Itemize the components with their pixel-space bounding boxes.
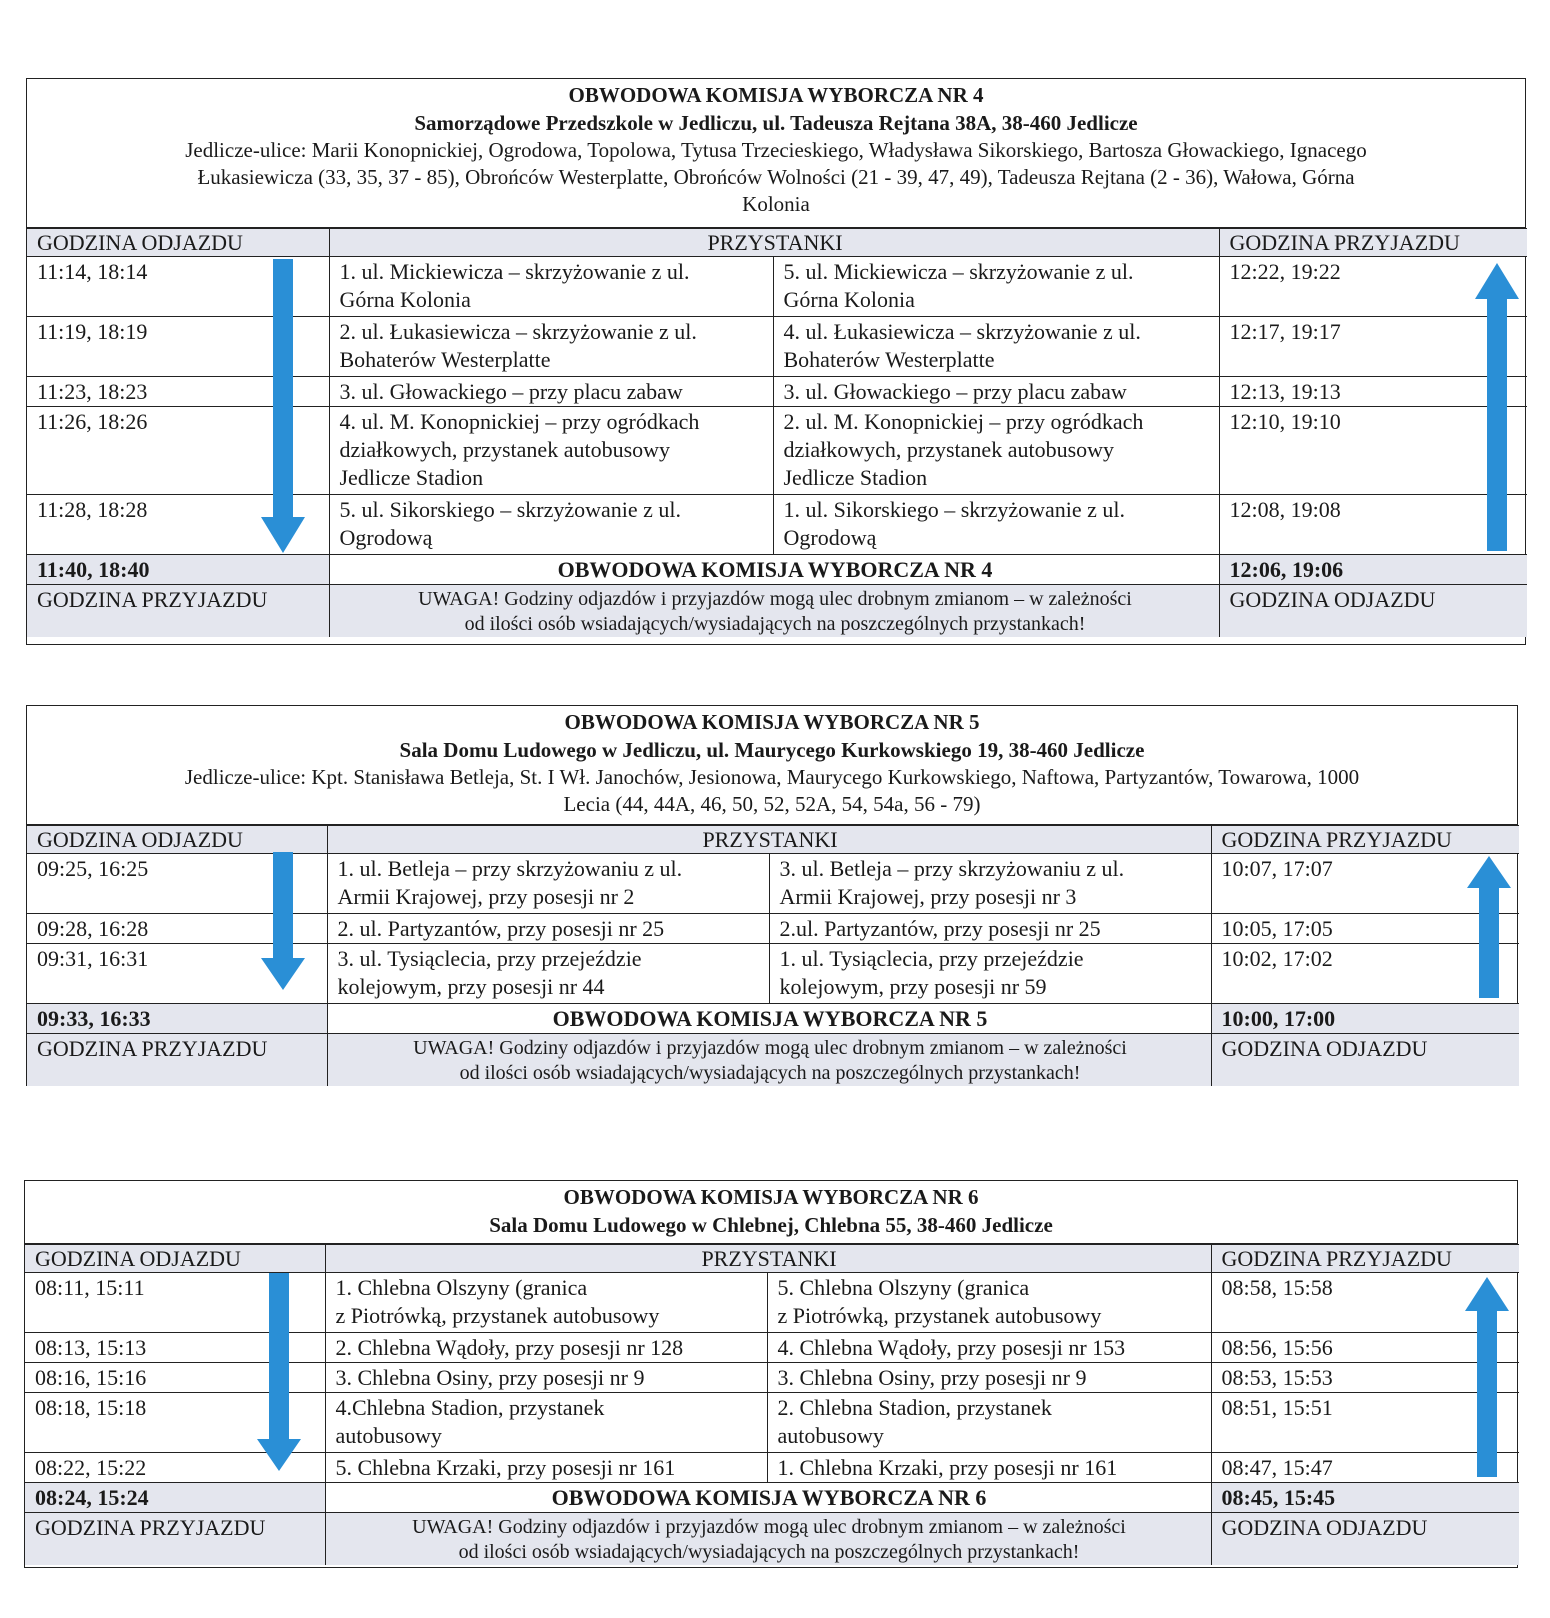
stop-outbound — [327, 944, 769, 1004]
stop-text: 2. ul. M. Konopnickiej – przy ogródkach — [783, 409, 1144, 434]
table-row — [25, 1273, 1519, 1333]
stop-return — [767, 1333, 1211, 1363]
stop-text: 2. ul. Łukasiewicza – skrzyżowanie z ul. — [339, 319, 697, 344]
stop-text: 5. Chlebna Krzaki, przy posesji nr 161 — [335, 1455, 676, 1480]
arrival-time: 10:02, 17:02 — [1211, 944, 1519, 1004]
arrival-time: 12:13, 19:13 — [1219, 377, 1527, 407]
stop-text: kolejowym, przy posesji nr 44 — [337, 974, 605, 999]
commission-location: Sala Domu Ludowego w Jedliczu, ul. Maurycego Kurkowskiego 19, 38-460 Jedlicze — [399, 738, 1145, 762]
table-row — [27, 854, 1519, 914]
stop-return — [773, 377, 1219, 407]
stop-text: Ogrodową — [339, 525, 433, 550]
block-header — [27, 706, 1517, 825]
stop-text: 4. ul. M. Konopnickiej – przy ogródkach — [339, 409, 700, 434]
notice-line: UWAGA! Godziny odjazdów i przyjazdów mogą ulec drobnym zmianom – w zależności — [412, 1516, 1126, 1538]
footer-row — [27, 1034, 1519, 1087]
departure-time: 08:16, 15:16 — [25, 1363, 325, 1393]
stop-text: działkowych, przystanek autobusowy — [783, 437, 1115, 462]
stop-text: 1. ul. Tysiąclecia, przy przejeździe — [779, 946, 1084, 971]
schedule-block-nr6 — [24, 1180, 1518, 1568]
commission-location: Samorządowe Przedszkole w Jedliczu, ul. Tadeusza Rejtana 38A, 38-460 Jedlicze — [414, 111, 1138, 135]
stop-outbound — [325, 1363, 767, 1393]
streets-line: Jedlicze-ulice: Kpt. Stanisława Betleja, St. I Wł. Janochów, Jesionowa, Maurycego Kurkowskiego, Naftowa, Partyzantów, Towarowa, 1000 — [184, 765, 1360, 789]
table-row — [27, 495, 1527, 555]
stop-text: 4. Chlebna Wądoły, przy posesji nr 153 — [777, 1335, 1126, 1360]
final-departure-time: 09:33, 16:33 — [27, 1004, 327, 1034]
departure-time: 09:28, 16:28 — [27, 914, 327, 944]
departure-time: 08:13, 15:13 — [25, 1333, 325, 1363]
arrival-header: GODZINA PRZYJAZDU — [1211, 1245, 1519, 1273]
table-row — [25, 1393, 1519, 1453]
stop-text: 4.Chlebna Stadion, przystanek — [335, 1395, 605, 1420]
header-row — [27, 826, 1519, 854]
stop-text: z Piotrówką, przystanek autobusowy — [777, 1303, 1102, 1328]
arrival-time: 08:53, 15:53 — [1211, 1363, 1519, 1393]
notice — [325, 1513, 1211, 1566]
stop-text: 1. ul. Betleja – przy skrzyżowaniu z ul. — [337, 856, 683, 881]
footer-arrival-label: GODZINA PRZYJAZDU — [25, 1513, 325, 1566]
stop-return — [773, 317, 1219, 377]
arrival-time: 10:07, 17:07 — [1211, 854, 1519, 914]
timetable — [27, 228, 1527, 637]
arrival-time: 08:47, 15:47 — [1211, 1453, 1519, 1483]
schedule-block-nr5 — [26, 705, 1518, 1086]
stop-return — [767, 1363, 1211, 1393]
table-row — [27, 944, 1519, 1004]
notice — [327, 1034, 1211, 1087]
stop-outbound — [329, 317, 773, 377]
stop-text: kolejowym, przy posesji nr 59 — [779, 974, 1047, 999]
timetable — [25, 1244, 1519, 1565]
departure-time: 08:11, 15:11 — [25, 1273, 325, 1333]
stop-text: Jedlicze Stadion — [339, 465, 484, 490]
stop-outbound — [325, 1333, 767, 1363]
final-arrival-time: 08:45, 15:45 — [1211, 1483, 1519, 1513]
arrow-up-icon — [1465, 1277, 1509, 1477]
table-row — [27, 257, 1527, 317]
streets-line: Lecia (44, 44A, 46, 50, 52, 52A, 54, 54a, 56 - 79) — [563, 792, 981, 816]
departure-time: 11:23, 18:23 — [27, 377, 329, 407]
final-stop-row — [27, 555, 1527, 585]
final-arrival-time: 10:00, 17:00 — [1211, 1004, 1519, 1034]
departure-time: 09:31, 16:31 — [27, 944, 327, 1004]
arrival-time: 08:56, 15:56 — [1211, 1333, 1519, 1363]
footer-departure-label: GODZINA ODJAZDU — [1219, 585, 1527, 638]
stop-text: 5. ul. Mickiewicza – skrzyżowanie z ul. — [783, 259, 1134, 284]
streets-line: Łukasiewicza (33, 35, 37 - 85), Obrońców Westerplatte, Obrońców Wolności (21 - 39, 47, 49), Tadeusza Rejtana (2 - 36), Wałowa, Górna — [197, 165, 1355, 189]
stop-text: 3. ul. Głowackiego – przy placu zabaw — [339, 379, 683, 404]
stop-return — [773, 257, 1219, 317]
footer-row — [25, 1513, 1519, 1566]
final-stop-title: OBWODOWA KOMISJA WYBORCZA NR 4 — [329, 555, 1219, 585]
footer-departure-label: GODZINA ODJAZDU — [1211, 1034, 1519, 1087]
stop-outbound — [329, 377, 773, 407]
arrival-time: 12:08, 19:08 — [1219, 495, 1527, 555]
departure-time: 08:18, 15:18 — [25, 1393, 325, 1453]
stop-text: 1. Chlebna Krzaki, przy posesji nr 161 — [777, 1455, 1118, 1480]
final-stop-title: OBWODOWA KOMISJA WYBORCZA NR 5 — [327, 1004, 1211, 1034]
notice-line: od ilości osób wsiadających/wysiadających na poszczególnych przystankach! — [464, 613, 1086, 635]
departure-time: 11:28, 18:28 — [27, 495, 329, 555]
stop-text: 2. Chlebna Wądoły, przy posesji nr 128 — [335, 1335, 684, 1360]
stop-text: Armii Krajowej, przy posesji nr 2 — [337, 884, 635, 909]
stop-text: 1. ul. Sikorskiego – skrzyżowanie z ul. — [783, 497, 1126, 522]
schedule-block-nr4 — [26, 78, 1526, 645]
notice-line: UWAGA! Godziny odjazdów i przyjazdów mogą ulec drobnym zmianom – w zależności — [418, 588, 1132, 610]
stop-outbound — [329, 407, 773, 495]
notice-line: UWAGA! Godziny odjazdów i przyjazdów mogą ulec drobnym zmianom – w zależności — [413, 1037, 1127, 1059]
stop-outbound — [329, 257, 773, 317]
stop-text: Górna Kolonia — [339, 287, 471, 312]
stop-text: 5. Chlebna Olszyny (granica — [777, 1275, 1030, 1300]
stop-text: 1. ul. Mickiewicza – skrzyżowanie z ul. — [339, 259, 690, 284]
stop-text: 2. Chlebna Stadion, przystanek — [777, 1395, 1052, 1420]
arrival-time: 12:17, 19:17 — [1219, 317, 1527, 377]
commission-location: Sala Domu Ludowego w Chlebnej, Chlebna 55, 38-460 Jedlicze — [489, 1213, 1053, 1237]
stop-text: z Piotrówką, przystanek autobusowy — [335, 1303, 660, 1328]
arrival-header: GODZINA PRZYJAZDU — [1211, 826, 1519, 854]
arrival-time: 08:58, 15:58 — [1211, 1273, 1519, 1333]
notice — [329, 585, 1219, 638]
block-header — [27, 79, 1525, 228]
table-row — [25, 1363, 1519, 1393]
stop-return — [767, 1453, 1211, 1483]
departure-time: 11:14, 18:14 — [27, 257, 329, 317]
stop-text: 1. Chlebna Olszyny (granica — [335, 1275, 588, 1300]
table-row — [27, 377, 1527, 407]
notice-line: od ilości osób wsiadających/wysiadających na poszczególnych przystankach! — [458, 1541, 1080, 1563]
stops-header: PRZYSTANKI — [327, 826, 1211, 854]
stop-outbound — [327, 914, 769, 944]
stop-outbound — [329, 495, 773, 555]
header-row — [25, 1245, 1519, 1273]
arrival-time: 10:05, 17:05 — [1211, 914, 1519, 944]
arrow-up-icon — [1467, 856, 1511, 998]
stop-text: 2.ul. Partyzantów, przy posesji nr 25 — [779, 916, 1101, 941]
stop-outbound — [325, 1393, 767, 1453]
arrow-down-icon — [261, 852, 305, 992]
final-stop-row — [27, 1004, 1519, 1034]
commission-title: OBWODOWA KOMISJA WYBORCZA NR 5 — [564, 710, 980, 734]
stop-text: 3. ul. Głowackiego – przy placu zabaw — [783, 379, 1127, 404]
stop-text: 3. ul. Tysiąclecia, przy przejeździe — [337, 946, 642, 971]
stop-return — [769, 914, 1211, 944]
stop-return — [769, 854, 1211, 914]
final-stop-title: OBWODOWA KOMISJA WYBORCZA NR 6 — [325, 1483, 1211, 1513]
stop-return — [773, 407, 1219, 495]
departure-header: GODZINA ODJAZDU — [27, 826, 327, 854]
stop-return — [769, 944, 1211, 1004]
table-row — [25, 1453, 1519, 1483]
arrival-time: 08:51, 15:51 — [1211, 1393, 1519, 1453]
footer-departure-label: GODZINA ODJAZDU — [1211, 1513, 1519, 1566]
stop-text: autobusowy — [777, 1423, 884, 1448]
stop-text: 3. ul. Betleja – przy skrzyżowaniu z ul. — [779, 856, 1125, 881]
stop-text: Jedlicze Stadion — [783, 465, 928, 490]
commission-title: OBWODOWA KOMISJA WYBORCZA NR 6 — [563, 1185, 979, 1209]
stop-return — [773, 495, 1219, 555]
stop-return — [767, 1393, 1211, 1453]
table-row — [25, 1333, 1519, 1363]
stop-text: Bohaterów Westerplatte — [339, 347, 551, 372]
stop-text: Armii Krajowej, przy posesji nr 3 — [779, 884, 1077, 909]
notice-line: od ilości osób wsiadających/wysiadających na poszczególnych przystankach! — [459, 1062, 1081, 1084]
arrival-time: 12:22, 19:22 — [1219, 257, 1527, 317]
stop-text: 3. Chlebna Osiny, przy posesji nr 9 — [777, 1365, 1087, 1390]
table-row — [27, 407, 1527, 495]
stop-text: Górna Kolonia — [783, 287, 915, 312]
stop-text: Ogrodową — [783, 525, 877, 550]
stop-text: 5. ul. Sikorskiego – skrzyżowanie z ul. — [339, 497, 682, 522]
stop-outbound — [327, 854, 769, 914]
departure-time: 11:19, 18:19 — [27, 317, 329, 377]
arrow-down-icon — [257, 1273, 301, 1473]
streets-line: Jedlicze-ulice: Marii Konopnickiej, Ogrodowa, Topolowa, Tytusa Trzecieskiego, Władysława Sikorskiego, Bartosza Głowackiego, Ignacego — [185, 138, 1367, 162]
arrow-down-icon — [261, 259, 305, 555]
final-stop-row — [25, 1483, 1519, 1513]
block-header — [25, 1181, 1517, 1244]
final-departure-time: 08:24, 15:24 — [25, 1483, 325, 1513]
departure-header: GODZINA ODJAZDU — [25, 1245, 325, 1273]
timetable — [27, 825, 1519, 1086]
stop-outbound — [325, 1453, 767, 1483]
departure-time: 09:25, 16:25 — [27, 854, 327, 914]
table-row — [27, 317, 1527, 377]
footer-row — [27, 585, 1527, 638]
stops-header: PRZYSTANKI — [329, 229, 1219, 257]
table-row — [27, 914, 1519, 944]
stop-text: działkowych, przystanek autobusowy — [339, 437, 671, 462]
footer-arrival-label: GODZINA PRZYJAZDU — [27, 585, 329, 638]
stop-text: 4. ul. Łukasiewicza – skrzyżowanie z ul. — [783, 319, 1141, 344]
arrival-time: 12:10, 19:10 — [1219, 407, 1527, 495]
departure-time: 08:22, 15:22 — [25, 1453, 325, 1483]
final-departure-time: 11:40, 18:40 — [27, 555, 329, 585]
stops-header: PRZYSTANKI — [325, 1245, 1211, 1273]
stop-text: autobusowy — [335, 1423, 442, 1448]
stop-text: Bohaterów Westerplatte — [783, 347, 995, 372]
commission-title: OBWODOWA KOMISJA WYBORCZA NR 4 — [568, 83, 984, 107]
final-arrival-time: 12:06, 19:06 — [1219, 555, 1527, 585]
departure-time: 11:26, 18:26 — [27, 407, 329, 495]
footer-arrival-label: GODZINA PRZYJAZDU — [27, 1034, 327, 1087]
stop-text: 3. Chlebna Osiny, przy posesji nr 9 — [335, 1365, 645, 1390]
arrow-up-icon — [1475, 263, 1519, 551]
stop-outbound — [325, 1273, 767, 1333]
arrival-header: GODZINA PRZYJAZDU — [1219, 229, 1527, 257]
streets-line: Kolonia — [742, 192, 810, 216]
header-row — [27, 229, 1527, 257]
stop-return — [767, 1273, 1211, 1333]
departure-header: GODZINA ODJAZDU — [27, 229, 329, 257]
stop-text: 2. ul. Partyzantów, przy posesji nr 25 — [337, 916, 665, 941]
